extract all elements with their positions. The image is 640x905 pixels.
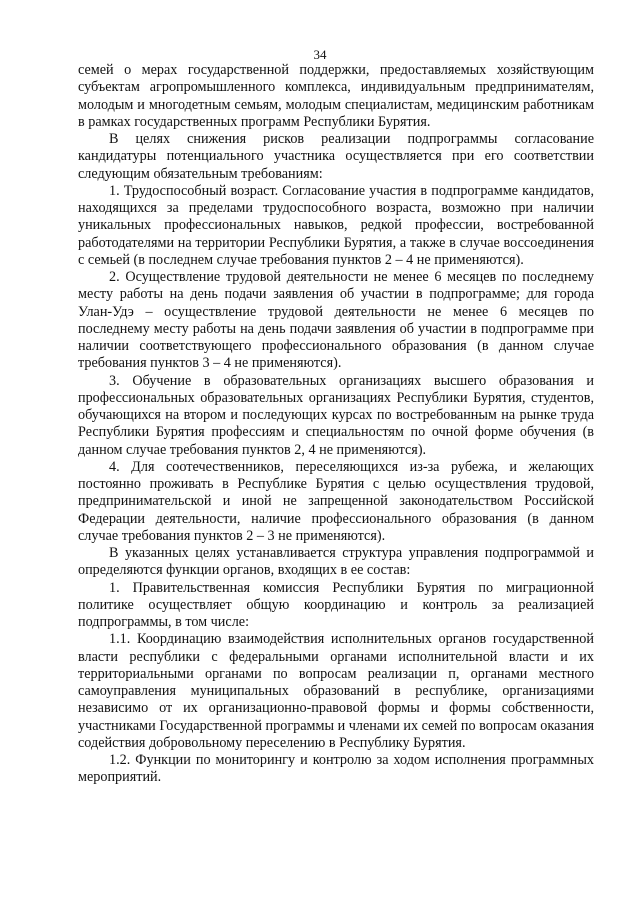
structure-item-1-2: 1.2. Функции по мониторингу и контролю за ходом исполнения программных мероприятий. (78, 752, 594, 786)
structure-item-1: 1. Правительственная комиссия Республики Бурятия по миграционной политике осуществляет общую координацию и контроль за реализацией подпрограммы, в том числе: (78, 579, 594, 630)
structure-item-1-1: 1.1. Координацию взаимодействия исполнительных органов государственной власти республики с федеральными органами исполнительной власти и их территориальными органами по вопросам реализации п, органами местного самоуправления муниципальных образований в республике, организациями независимо от их организационно-правовой формы и формы собственности, участниками Государственной программы и членами их семей по вопросам оказания содействия добровольному переселению в Республику Бурятия. (78, 631, 594, 751)
requirement-item-1: 1. Трудоспособный возраст. Согласование участия в подпрограмме кандидатов, находящихся за пределами трудоспособного возраста, возможно при наличии уникальных профессиональных навыков, редкой профессии, востребованной работодателями на территории Республики Бурятия, а также в случае воссоединения с семьей (в последнем случае требования пунктов 2 – 4 не применяются). (78, 182, 594, 268)
paragraph-requirements-intro: В целях снижения рисков реализации подпрограммы согласование кандидатуры потенциального участника осуществляется при его соответствии следующим обязательным требованиям: (78, 131, 594, 182)
requirement-item-3: 3. Обучение в образовательных организациях высшего образования и профессиональных образовательных организациях Республики Бурятия, студентов, обучающихся на втором и последующих курсах по востребованным на рынке труда Республики Бурятия профессиям и специальностям по очной форме обучения (в данном случае требования пунктов 2, 4 не применяются). (78, 372, 594, 458)
requirement-item-2: 2. Осуществление трудовой деятельности не менее 6 месяцев по последнему месту работы на день подачи заявления об участии в подпрограмме; для города Улан-Удэ – осуществление трудовой деятельности не менее 6 месяцев по последнему месту работы на день подачи заявления об участии в подпрограмме при наличии соответствующего профессионального образования (в данном случае требования пунктов 3 – 4 не применяются). (78, 269, 594, 372)
page-number: 34 (313, 47, 327, 62)
paragraph-management-structure: В указанных целях устанавливается структура управления подпрограммой и определяются функции органов, входящих в ее состав: (78, 545, 594, 579)
document-body (78, 62, 594, 787)
paragraph-continuation: семей о мерах государственной поддержки, предоставляемых хозяйствующим субъектам агропромышленного комплекса, индивидуальным предпринимателям, молодым и многодетным семьям, молодым специалистам, медицинским работникам в рамках государственных программ Республики Бурятия. (78, 62, 594, 130)
requirement-item-4: 4. Для соотечественников, переселяющихся из-за рубежа, и желающих постоянно проживать в Республике Бурятия с целью осуществления трудовой, предпринимательской и иной не запрещенной законодательством Российской Федерации деятельности, наличие профессионального образования (в данном случае требования пунктов 2 – 3 не применяются). (78, 458, 594, 544)
